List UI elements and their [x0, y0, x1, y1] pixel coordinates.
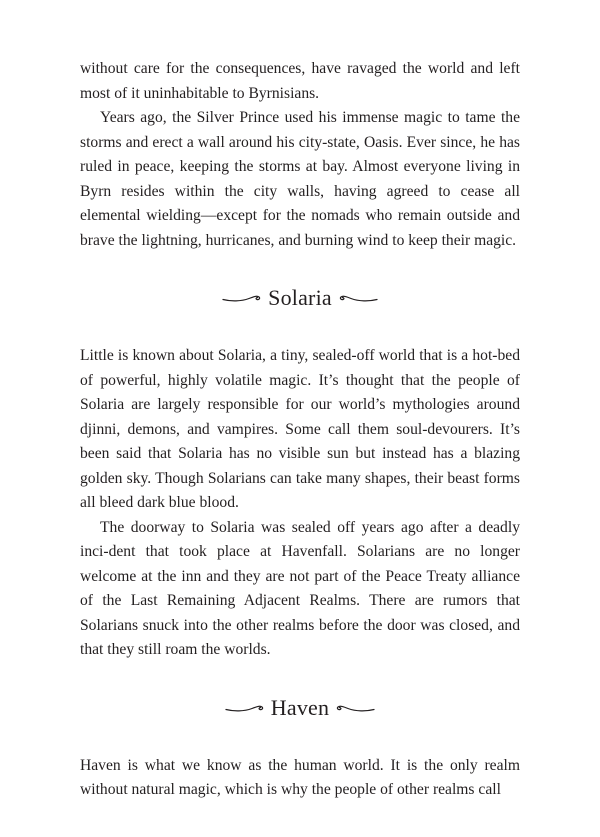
paragraph-haven-intro: Haven is what we know as the human world. It is the only realm without natural magic, which is why the people of other realms call — [80, 756, 520, 798]
paragraph-solaria-doorway: The doorway to Solaria was sealed off years ago after a deadly inci-dent that took place at Havenfall. Solarians are no longer welcome at the inn and they are not part of the Peace Treaty alliance of the Last Remaining Adjacent Realms. There are rumors that Solarians snuck into the other realms before the door was closed, and that they still roam the worlds. — [80, 518, 520, 658]
section-title: Haven — [270, 694, 330, 720]
paragraph-continued: without care for the consequences, have ravaged the world and left most of it uninhabitable to Byrnisians. — [80, 60, 520, 102]
section-heading-haven — [80, 693, 520, 723]
book-page — [80, 57, 520, 803]
paragraph-solaria-intro: Little is known about Solaria, a tiny, sealed-off world that is a hot-bed of powerful, highly volatile magic. It’s thought that the people of Solaria are largely responsible for our world’s mythologies around djinni, demons, and vampires. Some call them soul-devourers. It’s been said that Solaria has no visible sun but instead has a blazing golden sky. Though Solarians can take many shapes, their beast forms all bleed dark blue blood. — [80, 347, 520, 511]
swash-left-ornament — [221, 292, 261, 304]
swash-right-ornament — [336, 702, 376, 714]
swash-right-ornament — [339, 292, 379, 304]
paragraph-silver-prince: Years ago, the Silver Prince used his immense magic to tame the storms and erect a wall around his city-state, Oasis. Ever since, he has ruled in peace, keeping the storms at bay. Almost everyone living in Byrn resides within the city walls, having agreed to cease all elemental wielding—except for the nomads who remain outside and brave the lightning, hurricanes, and burning wind to keep their magic. — [80, 109, 520, 249]
section-heading-solaria — [80, 283, 520, 313]
section-title: Solaria — [268, 285, 332, 310]
swash-left-ornament — [224, 702, 264, 714]
